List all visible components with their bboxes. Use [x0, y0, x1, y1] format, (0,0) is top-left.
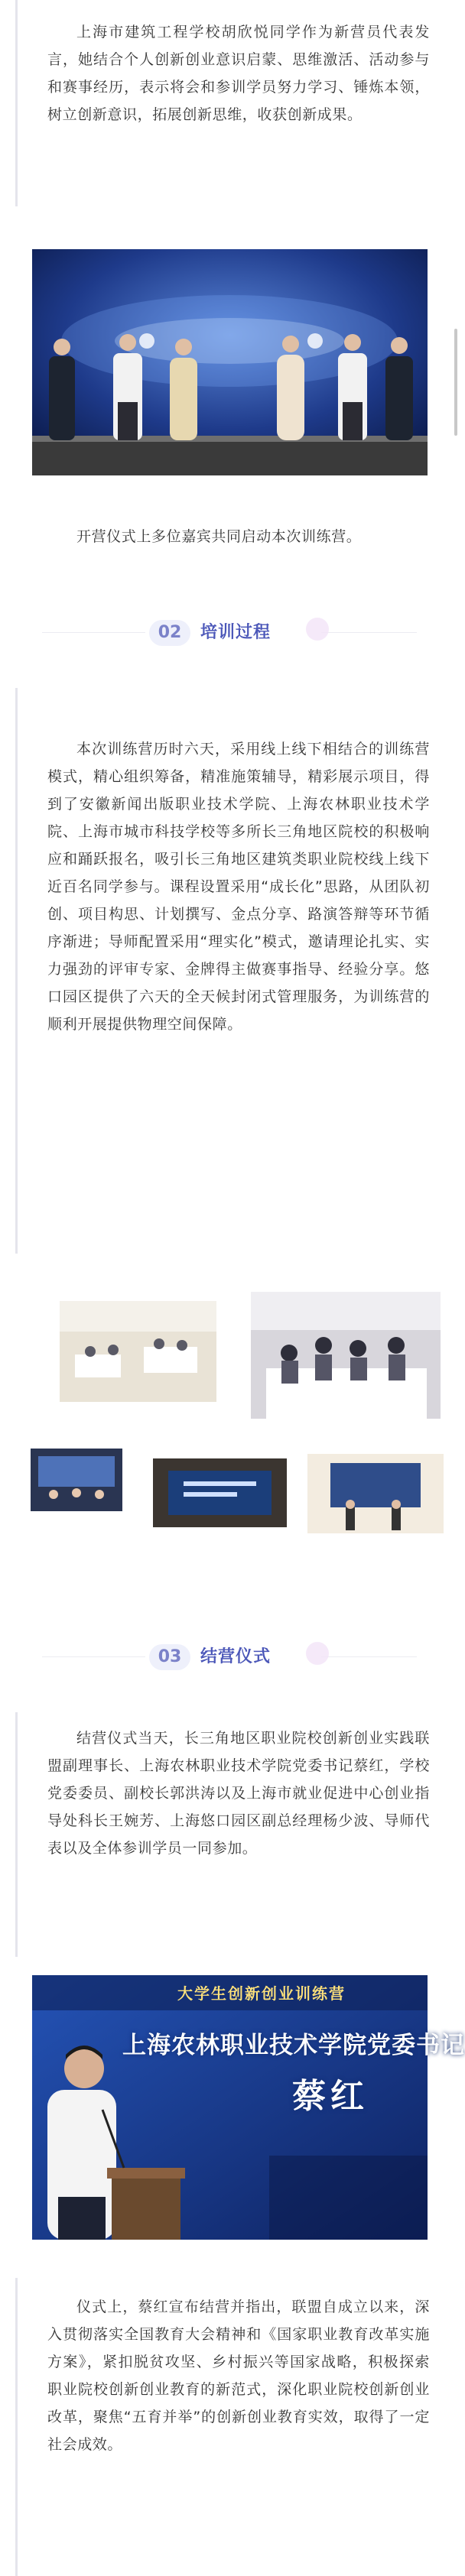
quote-bar: [15, 688, 18, 1254]
training-photo-screen: [153, 1458, 287, 1527]
scrollbar[interactable]: [454, 329, 457, 436]
quote-bar: [15, 0, 18, 206]
ceremony-photo: [32, 249, 428, 475]
decor-circle: [306, 1642, 329, 1665]
speaker-title: 上海农林职业技术学院党委书记: [122, 2032, 465, 2059]
section-title: 培训过程: [200, 623, 272, 642]
speech-photo: [32, 1975, 465, 2240]
ceremony-caption: 开营仪式上多位嘉宾共同启动本次训练营。: [76, 528, 362, 545]
intro-paragraph: 上海市建筑工程学校胡欣悦同学作为新营员代表发言，她结合个人创新创业意识启蒙、思维激活、活动参与和赛事经历，表示将会和参训学员努力学习、锤炼本领，树立创新意识，拓展创新思维，收获创新成果。: [47, 24, 430, 123]
section-number: 03: [149, 1644, 190, 1670]
section-number: 02: [149, 620, 190, 646]
training-photo-group: [251, 1292, 441, 1419]
training-photo-classroom: [60, 1301, 216, 1402]
quote-bar: [15, 1712, 18, 1957]
final-paragraph: 仪式上，蔡红宣布结营并指出，联盟自成立以来，深入贯彻落实全国教育大会精神和《国家职业教育改革实施方案》，紧扣脱贫攻坚、乡村振兴等国家战略，积极探索职业院校创新创业教育的新范式，深化职业院校创新创业改革，聚焦“五育并举”的创新创业教育实效，取得了一定社会成效。: [47, 2299, 430, 2453]
training-paragraph: 本次训练营历时六天，采用线上线下相结合的训练营模式，精心组织筹备，精准施策辅导，精彩展示项目，得到了安徽新闻出版职业技术学院、上海农林职业技术学院、上海市城市科技学校等多所长三角地区院校的积极响应和踊跃报名，吸引长三角地区建筑类职业院校线上线下近百名同学参与。课程设置采用“成长化”思路，从团队初创、项目构思、计划撰写、金点分享、路演答辩等环节循序渐进；导师配置采用“理实化”模式，邀请理论扎实、实力强劲的评审专家、金牌得主做赛事指导、经验分享。悠口园区提供了六天的全天候封闭式管理服务，为训练营的顺利开展提供物理空间保障。: [47, 741, 430, 1033]
banner-text: 大学生创新创业训练营: [177, 1984, 346, 2003]
training-photo-stage: [307, 1454, 444, 1533]
section-header-training: [0, 613, 459, 653]
speaker-name: 蔡红: [292, 2077, 369, 2116]
training-photo-workshop: [31, 1449, 122, 1511]
decor-circle: [306, 618, 329, 641]
quote-bar: [15, 2278, 18, 2576]
closing-paragraph: 结营仪式当天，长三角地区职业院校创新创业实践联盟副理事长、上海农林职业技术学院党委书记蔡红，学校党委委员、副校长郭洪涛以及上海市就业促进中心创业指导处科长王婉芳、上海悠口园区副总经理杨少波、导师代表以及全体参训学员一同参加。: [47, 1730, 430, 1857]
section-header-closing: [0, 1637, 459, 1677]
section-title: 结营仪式: [200, 1647, 272, 1666]
